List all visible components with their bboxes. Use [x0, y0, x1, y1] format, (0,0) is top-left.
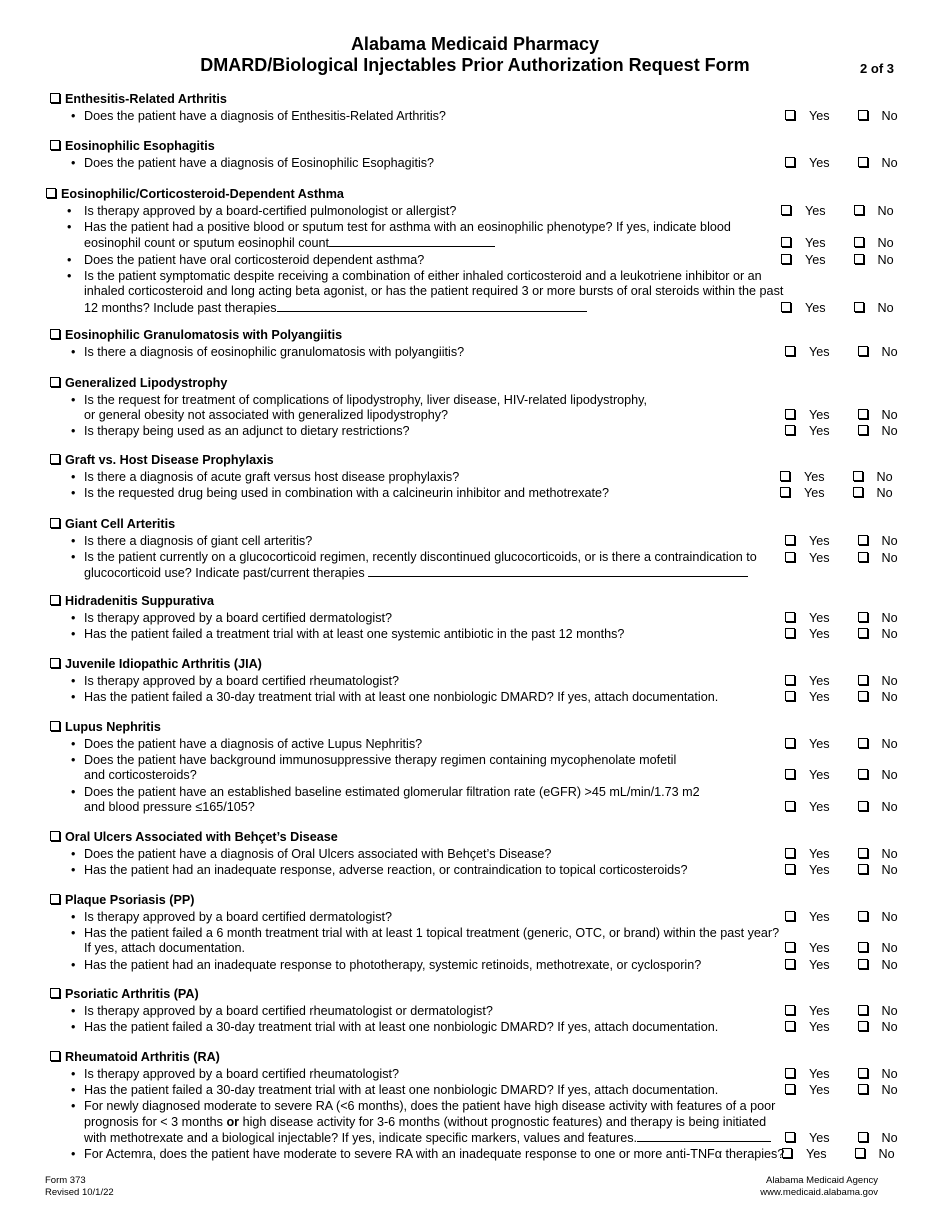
yes-option[interactable]: Yes	[785, 941, 844, 955]
section-eosinophilic-asthma	[46, 186, 906, 317]
no-checkbox[interactable]	[858, 628, 868, 638]
yes-checkbox[interactable]	[785, 1132, 795, 1142]
no-checkbox[interactable]	[858, 959, 868, 969]
yes-no-options	[782, 1147, 923, 1163]
question: • Is the patient currently on a glucocorticoid regimen, recently discontinued glucocorticoids, or is there a contraindication to glucocorticoid use? Indicate past/current therapies Yes No	[50, 550, 910, 582]
yes-checkbox[interactable]	[781, 254, 791, 264]
yes-option[interactable]: Yes	[785, 424, 844, 438]
yes-no-options	[785, 847, 926, 863]
no-checkbox[interactable]	[858, 848, 868, 858]
section-checkbox[interactable]	[50, 658, 60, 668]
yes-checkbox[interactable]	[785, 157, 795, 167]
no-checkbox[interactable]	[858, 769, 868, 779]
section-header[interactable]	[50, 375, 910, 392]
question: • Has the patient had a positive blood or sputum test for asthma with an eosinophilic phenotype? If yes, indicate blood eosinophil count or sputum eosinophil count Yes No	[46, 220, 906, 252]
yes-option[interactable]: Yes	[785, 156, 844, 170]
question: • Is therapy approved by a board certified rheumatologist? Yes No	[50, 1067, 910, 1083]
section-title: Rheumatoid Arthritis (RA)	[65, 1050, 220, 1064]
yes-option[interactable]: Yes	[785, 1083, 844, 1097]
agency-name: Alabama Medicaid Agency	[766, 1175, 878, 1186]
yes-option[interactable]: Yes	[785, 800, 844, 814]
yes-option[interactable]: Yes	[785, 674, 844, 688]
no-option[interactable]: No	[858, 690, 912, 704]
no-checkbox[interactable]	[854, 205, 864, 215]
yes-option[interactable]: Yes	[785, 109, 844, 123]
no-option[interactable]: No	[858, 1083, 912, 1097]
current-therapies-field[interactable]	[368, 565, 748, 577]
yes-option[interactable]: Yes	[785, 611, 844, 625]
yes-checkbox[interactable]	[781, 237, 791, 247]
yes-checkbox[interactable]	[785, 552, 795, 562]
yes-option[interactable]: Yes	[780, 470, 839, 484]
question: • Has the patient had an inadequate response, adverse reaction, or contraindication to topical corticosteroids? Yes No	[50, 863, 910, 879]
question: • Does the patient have a diagnosis of Oral Ulcers associated with Behçet’s Disease? Yes No	[50, 847, 910, 863]
yes-no-options	[785, 534, 926, 550]
no-checkbox[interactable]	[854, 302, 864, 312]
no-option[interactable]: No	[858, 674, 912, 688]
section-header[interactable]	[50, 516, 910, 533]
eosinophil-count-field[interactable]	[329, 235, 495, 247]
yes-option[interactable]: Yes	[785, 690, 844, 704]
question: • Does the patient have oral corticosteroid dependent asthma? Yes No	[46, 253, 906, 269]
section-title: Generalized Lipodystrophy	[65, 376, 228, 390]
yes-no-options	[785, 1131, 926, 1147]
yes-checkbox[interactable]	[785, 1005, 795, 1015]
yes-no-options	[785, 1004, 926, 1020]
section-header[interactable]	[50, 986, 910, 1003]
yes-no-options	[780, 486, 921, 502]
section-header[interactable]	[50, 892, 910, 909]
yes-checkbox[interactable]	[785, 425, 795, 435]
section-eosinophilic-esophagitis	[50, 138, 910, 171]
yes-option[interactable]: Yes	[785, 534, 844, 548]
section-header[interactable]	[50, 829, 910, 846]
question: • Has the patient failed a 30-day treatment trial with at least one nonbiologic DMARD? If yes, attach documentation. Yes No	[50, 1020, 910, 1036]
section-title: Lupus Nephritis	[65, 720, 161, 734]
question: • Is therapy approved by a board certified dermatologist? Yes No	[50, 910, 910, 926]
question: • Is the patient symptomatic despite receiving a combination of either inhaled corticosteroid and a leukotriene inhibitor or an inhaled corticosteroid and long acting beta agonist, or has the patient required 3 or more bursts of oral steroids within the past 12 months? Include past therapies Yes No	[46, 269, 906, 317]
question: • Is there a diagnosis of giant cell arteritis? Yes No	[50, 534, 910, 550]
yes-no-options	[785, 109, 926, 125]
yes-checkbox[interactable]	[785, 959, 795, 969]
no-checkbox[interactable]	[858, 1132, 868, 1142]
section-checkbox[interactable]	[50, 1051, 60, 1061]
section-checkbox[interactable]	[46, 188, 56, 198]
no-checkbox[interactable]	[858, 1005, 868, 1015]
section-psoriatic-arthritis	[50, 986, 910, 1035]
yes-option[interactable]: Yes	[785, 863, 844, 877]
no-checkbox[interactable]	[858, 942, 868, 952]
no-checkbox[interactable]	[853, 471, 863, 481]
yes-checkbox[interactable]	[785, 1084, 795, 1094]
agency-website[interactable]: www.medicaid.alabama.gov	[760, 1187, 878, 1198]
revision-date: Revised 10/1/22	[45, 1187, 114, 1198]
question: • Has the patient had an inadequate response to phototherapy, systemic retinoids, methotrexate, or cyclosporin? Yes No	[50, 958, 910, 974]
yes-checkbox[interactable]	[785, 801, 795, 811]
question: • Is the request for treatment of complications of lipodystrophy, liver disease, HIV-related lipodystrophy, or general obesity not associated with generalized lipodystrophy? Yes No	[50, 393, 910, 424]
section-rheumatoid-arthritis	[50, 1049, 910, 1163]
past-therapies-field[interactable]	[277, 300, 587, 312]
yes-option[interactable]: Yes	[785, 847, 844, 861]
title-line-2: DMARD/Biological Injectables Prior Authorization Request Form	[200, 55, 750, 75]
yes-checkbox[interactable]	[785, 346, 795, 356]
no-option[interactable]: No	[858, 1067, 912, 1081]
yes-option[interactable]: Yes	[781, 253, 840, 267]
question: • Is therapy approved by a board certified rheumatologist? Yes No	[50, 674, 910, 690]
section-checkbox[interactable]	[50, 454, 60, 464]
question: • Is therapy approved by a board certified dermatologist? Yes No	[50, 611, 910, 627]
question: • Does the patient have an established baseline estimated glomerular filtration rate (eGFR) >45 mL/min/1.73 m2 and blood pressure ≤165/105? Yes No	[50, 785, 910, 816]
no-checkbox[interactable]	[858, 612, 868, 622]
yes-option[interactable]: Yes	[785, 551, 844, 565]
yes-checkbox[interactable]	[785, 1021, 795, 1031]
question: • Is therapy being used as an adjunct to dietary restrictions? Yes No	[50, 424, 910, 440]
section-oral-ulcers-behcets	[50, 829, 910, 878]
no-option[interactable]: No	[858, 627, 912, 641]
section-header[interactable]	[50, 656, 910, 673]
question: • Is therapy approved by a board certified rheumatologist or dermatologist? Yes No	[50, 1004, 910, 1020]
section-header[interactable]	[50, 452, 910, 469]
section-hidradenitis-suppurativa	[50, 593, 910, 642]
section-header[interactable]	[50, 1049, 910, 1066]
section-title: Plaque Psoriasis (PP)	[65, 893, 195, 907]
yes-option[interactable]: Yes	[781, 236, 840, 250]
yes-checkbox[interactable]	[785, 409, 795, 419]
section-checkbox[interactable]	[50, 329, 60, 339]
no-option[interactable]: No	[858, 1020, 912, 1034]
no-checkbox[interactable]	[858, 801, 868, 811]
question: • Does the patient have a diagnosis of Eosinophilic Esophagitis? Yes No	[50, 156, 910, 172]
yes-no-options	[785, 690, 926, 706]
yes-checkbox[interactable]	[785, 848, 795, 858]
question: • Is there a diagnosis of acute graft versus host disease prophylaxis? Yes No	[50, 470, 910, 486]
section-title: Juvenile Idiopathic Arthritis (JIA)	[65, 657, 262, 671]
yes-no-options	[785, 910, 926, 926]
yes-checkbox[interactable]	[785, 628, 795, 638]
yes-no-options	[785, 551, 926, 567]
title-line-1: Alabama Medicaid Pharmacy	[350, 34, 600, 54]
no-checkbox[interactable]	[858, 346, 868, 356]
yes-checkbox[interactable]	[785, 864, 795, 874]
section-header[interactable]	[50, 138, 910, 155]
yes-no-options	[785, 1020, 926, 1036]
no-checkbox[interactable]	[858, 157, 868, 167]
no-option[interactable]: No	[858, 109, 912, 123]
section-header[interactable]	[50, 593, 910, 610]
yes-checkbox[interactable]	[785, 911, 795, 921]
section-title: Eosinophilic Esophagitis	[65, 139, 215, 153]
section-title: Eosinophilic Granulomatosis with Polyangiitis	[65, 328, 343, 342]
no-option[interactable]: No	[858, 1131, 912, 1145]
no-option[interactable]: No	[858, 534, 912, 548]
no-option[interactable]: No	[858, 863, 912, 877]
no-checkbox[interactable]	[855, 1148, 865, 1158]
section-jia	[50, 656, 910, 705]
yes-no-options	[780, 470, 921, 486]
no-checkbox[interactable]	[858, 110, 868, 120]
question: • Is therapy approved by a board-certified pulmonologist or allergist? Yes No	[46, 204, 906, 220]
yes-no-options	[781, 236, 922, 252]
no-option[interactable]: No	[858, 737, 912, 751]
yes-no-options	[785, 863, 926, 879]
no-checkbox[interactable]	[854, 237, 864, 247]
form-footer-right	[760, 1175, 878, 1199]
yes-no-options	[785, 768, 926, 784]
section-graft-vs-host	[50, 452, 910, 501]
no-option[interactable]: No	[854, 236, 908, 250]
no-checkbox[interactable]	[858, 535, 868, 545]
no-option[interactable]: No	[858, 910, 912, 924]
no-checkbox[interactable]	[858, 1084, 868, 1094]
no-option[interactable]: No	[858, 800, 912, 814]
section-title: Graft vs. Host Disease Prophylaxis	[65, 453, 274, 467]
no-option[interactable]: No	[858, 611, 912, 625]
section-title: Hidradenitis Suppurativa	[65, 594, 215, 608]
yes-no-options	[785, 800, 926, 816]
section-checkbox[interactable]	[50, 721, 60, 731]
section-header[interactable]	[50, 327, 910, 344]
section-checkbox[interactable]	[50, 93, 60, 103]
question: • For Actemra, does the patient have moderate to severe RA with an inadequate response to one or more anti-TNFα therapies? Yes No	[50, 1147, 910, 1163]
no-option[interactable]: No	[858, 768, 912, 782]
no-option[interactable]: No	[854, 253, 908, 267]
section-generalized-lipodystrophy	[50, 375, 910, 440]
no-option[interactable]: No	[858, 156, 912, 170]
section-header[interactable]	[50, 91, 910, 108]
yes-checkbox[interactable]	[781, 302, 791, 312]
section-egpa	[50, 327, 910, 360]
yes-no-options	[785, 737, 926, 753]
yes-checkbox[interactable]	[785, 675, 795, 685]
no-option[interactable]: No	[858, 958, 912, 972]
section-giant-cell-arteritis	[50, 516, 910, 582]
yes-option[interactable]: Yes	[785, 1131, 844, 1145]
yes-no-options	[785, 156, 926, 172]
question: • Does the patient have background immunosuppressive therapy regimen containing mycophenolate mofetil and corticosteroids? Yes No	[50, 753, 910, 784]
no-option[interactable]: No	[858, 424, 912, 438]
form-number: Form 373	[45, 1175, 86, 1186]
no-checkbox[interactable]	[858, 425, 868, 435]
section-checkbox[interactable]	[50, 518, 60, 528]
yes-option[interactable]: Yes	[780, 486, 839, 500]
yes-no-options	[781, 253, 922, 269]
yes-option[interactable]: Yes	[782, 1147, 841, 1161]
no-checkbox[interactable]	[858, 409, 868, 419]
question: • Has the patient failed a 30-day treatment trial with at least one nonbiologic DMARD? If yes, attach documentation. Yes No	[50, 1083, 910, 1099]
yes-checkbox[interactable]	[782, 1148, 792, 1158]
yes-no-options	[785, 627, 926, 643]
section-plaque-psoriasis	[50, 892, 910, 973]
question: • Has the patient failed a treatment trial with at least one systemic antibiotic in the past 12 months? Yes No	[50, 627, 910, 643]
yes-option[interactable]: Yes	[785, 768, 844, 782]
no-option[interactable]: No	[854, 301, 908, 315]
form-title	[0, 34, 950, 76]
section-checkbox[interactable]	[50, 831, 60, 841]
section-checkbox[interactable]	[50, 595, 60, 605]
no-option[interactable]: No	[858, 551, 912, 565]
yes-checkbox[interactable]	[785, 769, 795, 779]
yes-no-options	[781, 301, 922, 317]
yes-no-options	[785, 674, 926, 690]
yes-option[interactable]: Yes	[785, 627, 844, 641]
form-footer-left	[45, 1175, 114, 1199]
no-checkbox[interactable]	[858, 738, 868, 748]
yes-no-options	[785, 611, 926, 627]
section-checkbox[interactable]	[50, 894, 60, 904]
yes-option[interactable]: Yes	[785, 1067, 844, 1081]
yes-checkbox[interactable]	[780, 487, 790, 497]
question: • Does the patient have a diagnosis of Enthesitis-Related Arthritis? Yes No	[50, 109, 910, 125]
yes-option[interactable]: Yes	[785, 1004, 844, 1018]
no-checkbox[interactable]	[853, 487, 863, 497]
no-checkbox[interactable]	[858, 552, 868, 562]
section-checkbox[interactable]	[50, 988, 60, 998]
yes-checkbox[interactable]	[785, 535, 795, 545]
section-title: Psoriatic Arthritis (PA)	[65, 987, 199, 1001]
no-checkbox[interactable]	[858, 1021, 868, 1031]
no-option[interactable]: No	[858, 941, 912, 955]
no-checkbox[interactable]	[858, 864, 868, 874]
no-option[interactable]: No	[853, 470, 907, 484]
question: • Is there a diagnosis of eosinophilic granulomatosis with polyangiitis? Yes No	[50, 345, 910, 361]
no-checkbox[interactable]	[858, 1068, 868, 1078]
yes-option[interactable]: Yes	[785, 1020, 844, 1034]
no-option[interactable]: No	[858, 408, 912, 422]
page-number: 2 of 3	[860, 61, 894, 76]
yes-option[interactable]: Yes	[785, 910, 844, 924]
section-title: Eosinophilic/Corticosteroid-Dependent Asthma	[61, 187, 344, 201]
question: • Has the patient failed a 6 month treatment trial with at least 1 topical treatment (generic, OTC, or brand) within the past year? If yes, attach documentation. Yes No	[50, 926, 910, 957]
section-title: Oral Ulcers Associated with Behçet’s Disease	[65, 830, 338, 844]
yes-no-options	[785, 424, 926, 440]
section-checkbox[interactable]	[50, 377, 60, 387]
section-enthesitis-related-arthritis	[50, 91, 910, 124]
yes-checkbox[interactable]	[785, 738, 795, 748]
no-checkbox[interactable]	[858, 675, 868, 685]
section-header[interactable]	[46, 186, 906, 203]
question: • For newly diagnosed moderate to severe RA (<6 months), does the patient have high disease activity with features of a poor prognosis for < 3 months or high disease activity for 3-6 months (without prognostic features) and therapy is being initiated with methotrexate and a biological injectable? If yes, indicate specific markers, values and features. Yes No	[50, 1099, 910, 1147]
yes-no-options	[785, 1083, 926, 1099]
no-option[interactable]: No	[853, 486, 907, 500]
no-checkbox[interactable]	[858, 911, 868, 921]
no-checkbox[interactable]	[858, 691, 868, 701]
yes-checkbox[interactable]	[785, 691, 795, 701]
yes-option[interactable]: Yes	[785, 345, 844, 359]
yes-no-options	[785, 958, 926, 974]
section-checkbox[interactable]	[50, 140, 60, 150]
question: • Does the patient have a diagnosis of active Lupus Nephritis? Yes No	[50, 737, 910, 753]
yes-checkbox[interactable]	[785, 110, 795, 120]
section-title: Enthesitis-Related Arthritis	[65, 92, 227, 106]
yes-no-options	[785, 1067, 926, 1083]
markers-field[interactable]	[637, 1130, 771, 1142]
yes-checkbox[interactable]	[785, 942, 795, 952]
yes-option[interactable]: Yes	[785, 408, 844, 422]
yes-checkbox[interactable]	[780, 471, 790, 481]
no-option[interactable]: No	[858, 345, 912, 359]
yes-no-options	[785, 408, 926, 424]
no-option[interactable]: No	[854, 204, 908, 218]
section-title: Giant Cell Arteritis	[65, 517, 176, 531]
question: • Has the patient failed a 30-day treatment trial with at least one nonbiologic DMARD? If yes, attach documentation. Yes No	[50, 690, 910, 706]
yes-no-options	[785, 345, 926, 361]
yes-checkbox[interactable]	[781, 205, 791, 215]
no-option[interactable]: No	[858, 847, 912, 861]
no-option[interactable]: No	[858, 1004, 912, 1018]
section-header[interactable]	[50, 719, 910, 736]
no-checkbox[interactable]	[854, 254, 864, 264]
yes-option[interactable]: Yes	[781, 204, 840, 218]
yes-option[interactable]: Yes	[785, 737, 844, 751]
question: • Is the requested drug being used in combination with a calcineurin inhibitor and methotrexate? Yes No	[50, 486, 910, 502]
yes-no-options	[785, 941, 926, 957]
yes-checkbox[interactable]	[785, 1068, 795, 1078]
yes-option[interactable]: Yes	[785, 958, 844, 972]
yes-option[interactable]: Yes	[781, 301, 840, 315]
yes-no-options	[781, 204, 922, 220]
yes-checkbox[interactable]	[785, 612, 795, 622]
no-option[interactable]: No	[855, 1147, 909, 1161]
section-lupus-nephritis	[50, 719, 910, 816]
